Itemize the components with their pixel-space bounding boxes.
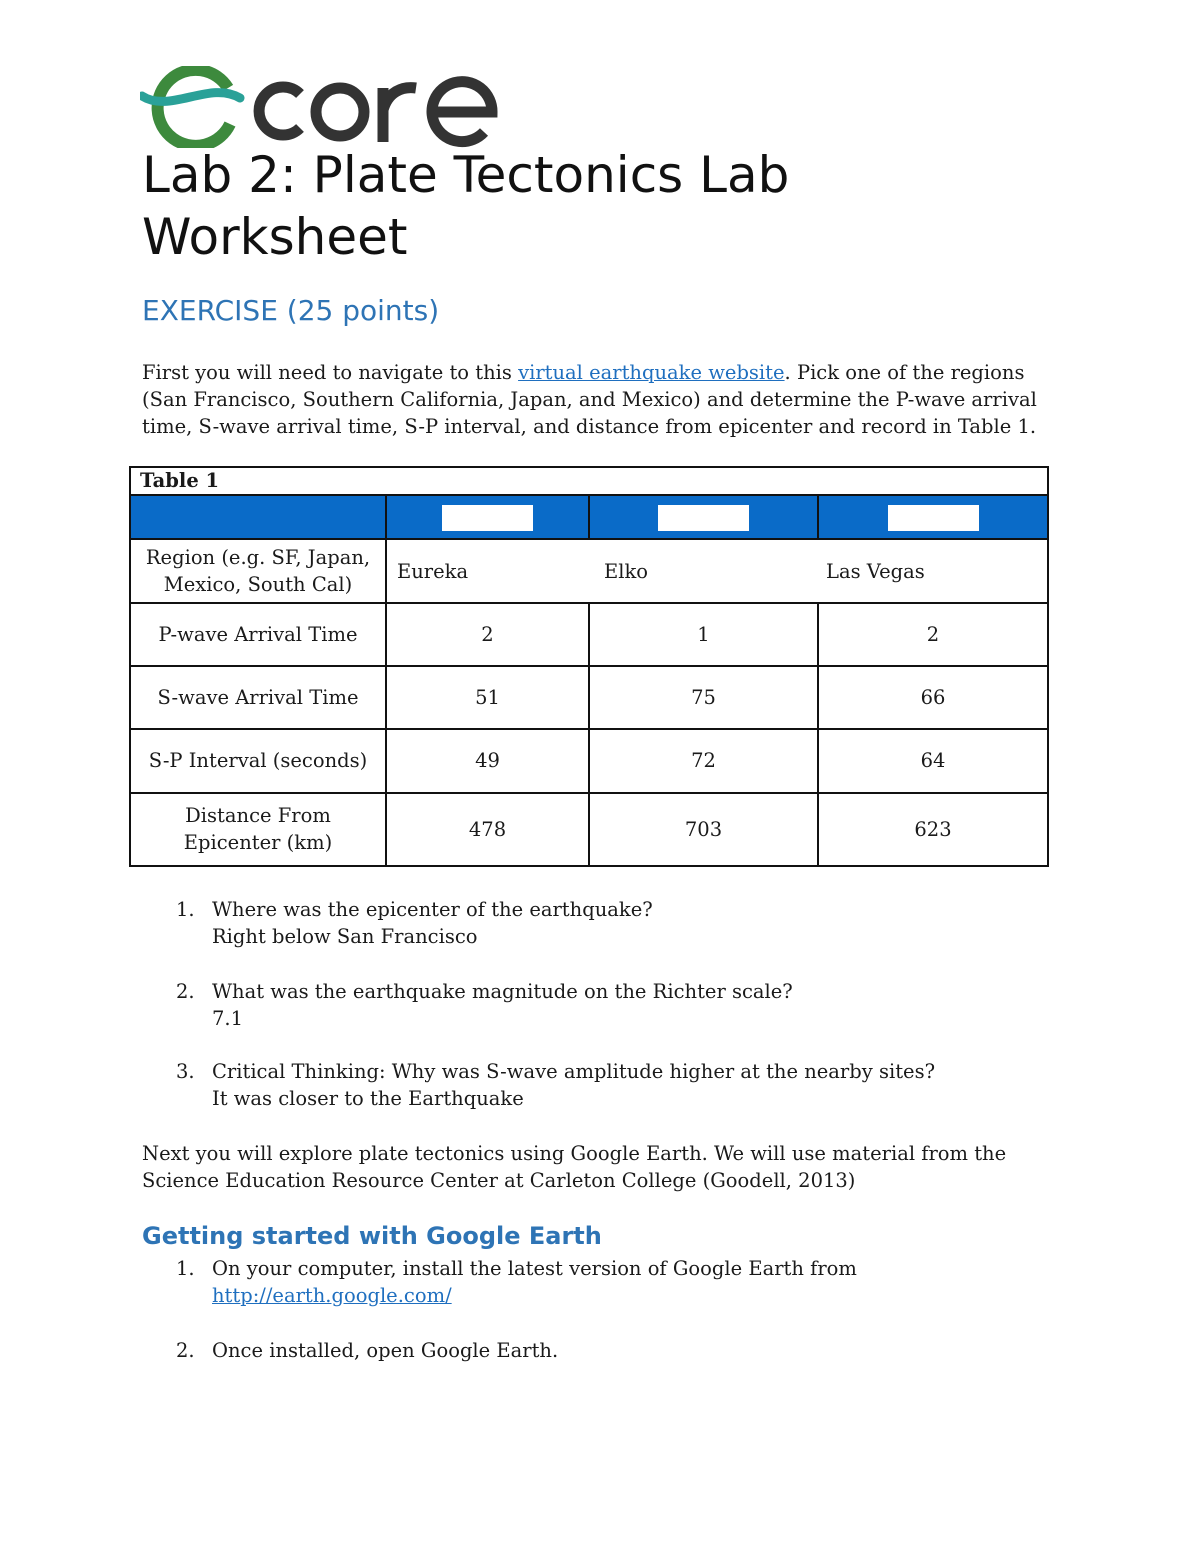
step-text: Once installed, open Google Earth.	[212, 1339, 559, 1362]
step-number: 1.	[176, 1257, 195, 1280]
header-cell-label	[130, 495, 386, 539]
title-line-1: Lab 2: Plate Tectonics Lab	[142, 146, 790, 204]
table-row	[130, 793, 1048, 866]
logo-c	[259, 87, 300, 135]
table-header-row	[130, 495, 1048, 539]
table-cell: 1	[589, 603, 818, 666]
row-label: P-wave Arrival Time	[130, 603, 386, 666]
question-number: 2.	[176, 980, 195, 1003]
header-cell-2	[589, 495, 818, 539]
region-eureka: Eureka	[397, 559, 469, 583]
table-cell: 2	[818, 603, 1048, 666]
getting-started-heading: Getting started with Google Earth	[142, 1222, 602, 1250]
intro-paragraph	[142, 359, 1052, 440]
step-item	[142, 1255, 1042, 1309]
region-las-vegas: Las Vegas	[826, 559, 925, 583]
logo-o	[316, 88, 364, 136]
table-cell: 703	[589, 793, 818, 866]
row-label: S-wave Arrival Time	[130, 666, 386, 729]
logo-e2	[428, 82, 492, 142]
table-cell: 64	[818, 729, 1048, 792]
question-list	[142, 1058, 1042, 1112]
logo-e-arc	[158, 70, 230, 146]
region-cell	[386, 539, 1048, 602]
virtual-earthquake-link[interactable]: virtual earthquake website	[518, 361, 785, 384]
exercise-heading: EXERCISE (25 points)	[142, 294, 440, 327]
question-text: Critical Thinking: Why was S-wave amplitude higher at the nearby sites?	[212, 1060, 936, 1083]
steps-list	[142, 1337, 1042, 1364]
table-cell: 49	[386, 729, 589, 792]
google-earth-link[interactable]: http://earth.google.com/	[212, 1284, 452, 1307]
answer-text: Right below San Francisco	[212, 925, 478, 948]
question-list	[142, 978, 1042, 1032]
question-number: 1.	[176, 898, 195, 921]
question-item	[142, 978, 1042, 1032]
table-cell: 478	[386, 793, 589, 866]
table-row	[130, 666, 1048, 729]
next-paragraph: Next you will explore plate tectonics using Google Earth. We will use material from the Science Education Resource Center at Carleton College (Goodell, 2013)	[142, 1142, 1007, 1192]
row-label	[130, 793, 386, 866]
header-chip	[442, 505, 533, 531]
answer-text: 7.1	[212, 1007, 244, 1030]
intro-text-after: . Pick one of the regions (San Francisco, Southern California, Japan, and Mexico) and determine the P-wave arrival time, S-wave arrival time, S-P interval, and distance from epicenter and record in Table 1.	[142, 361, 1037, 438]
steps-list	[142, 1255, 1042, 1309]
table-row	[130, 603, 1048, 666]
question-number: 3.	[176, 1060, 195, 1083]
row-label: S-P Interval (seconds)	[130, 729, 386, 792]
question-item	[142, 896, 1042, 950]
question-item	[142, 1058, 1042, 1112]
step-text: On your computer, install the latest version of Google Earth from	[212, 1257, 857, 1280]
row-label: Region (e.g. SF, Japan, Mexico, South Cal)	[130, 539, 386, 602]
table-cell: 75	[589, 666, 818, 729]
question-list	[142, 896, 1042, 950]
table-cell: 66	[818, 666, 1048, 729]
intro-text-before: First you will need to navigate to this	[142, 361, 519, 384]
table-1	[129, 466, 1049, 867]
table-row	[130, 539, 1048, 602]
page-title	[142, 144, 1042, 268]
table-cell: 623	[818, 793, 1048, 866]
table-cell: 51	[386, 666, 589, 729]
row-label-text: Distance From Epicenter (km)	[183, 804, 333, 855]
table-cell: 2	[386, 603, 589, 666]
answer-text: It was closer to the Earthquake	[212, 1087, 524, 1110]
region-elko: Elko	[604, 559, 649, 583]
header-chip	[888, 505, 979, 531]
ecore-logo	[140, 66, 502, 148]
step-item	[142, 1337, 1042, 1364]
logo-r	[383, 88, 416, 142]
header-cell-1	[386, 495, 589, 539]
question-text: What was the earthquake magnitude on the Richter scale?	[212, 980, 793, 1003]
header-cell-3	[818, 495, 1048, 539]
step-number: 2.	[176, 1339, 195, 1362]
header-chip	[658, 505, 749, 531]
table-cell: 72	[589, 729, 818, 792]
table-row	[130, 729, 1048, 792]
table-caption: Table 1	[130, 467, 1048, 495]
question-text: Where was the epicenter of the earthquake?	[212, 898, 653, 921]
title-line-2: Worksheet	[142, 208, 408, 266]
